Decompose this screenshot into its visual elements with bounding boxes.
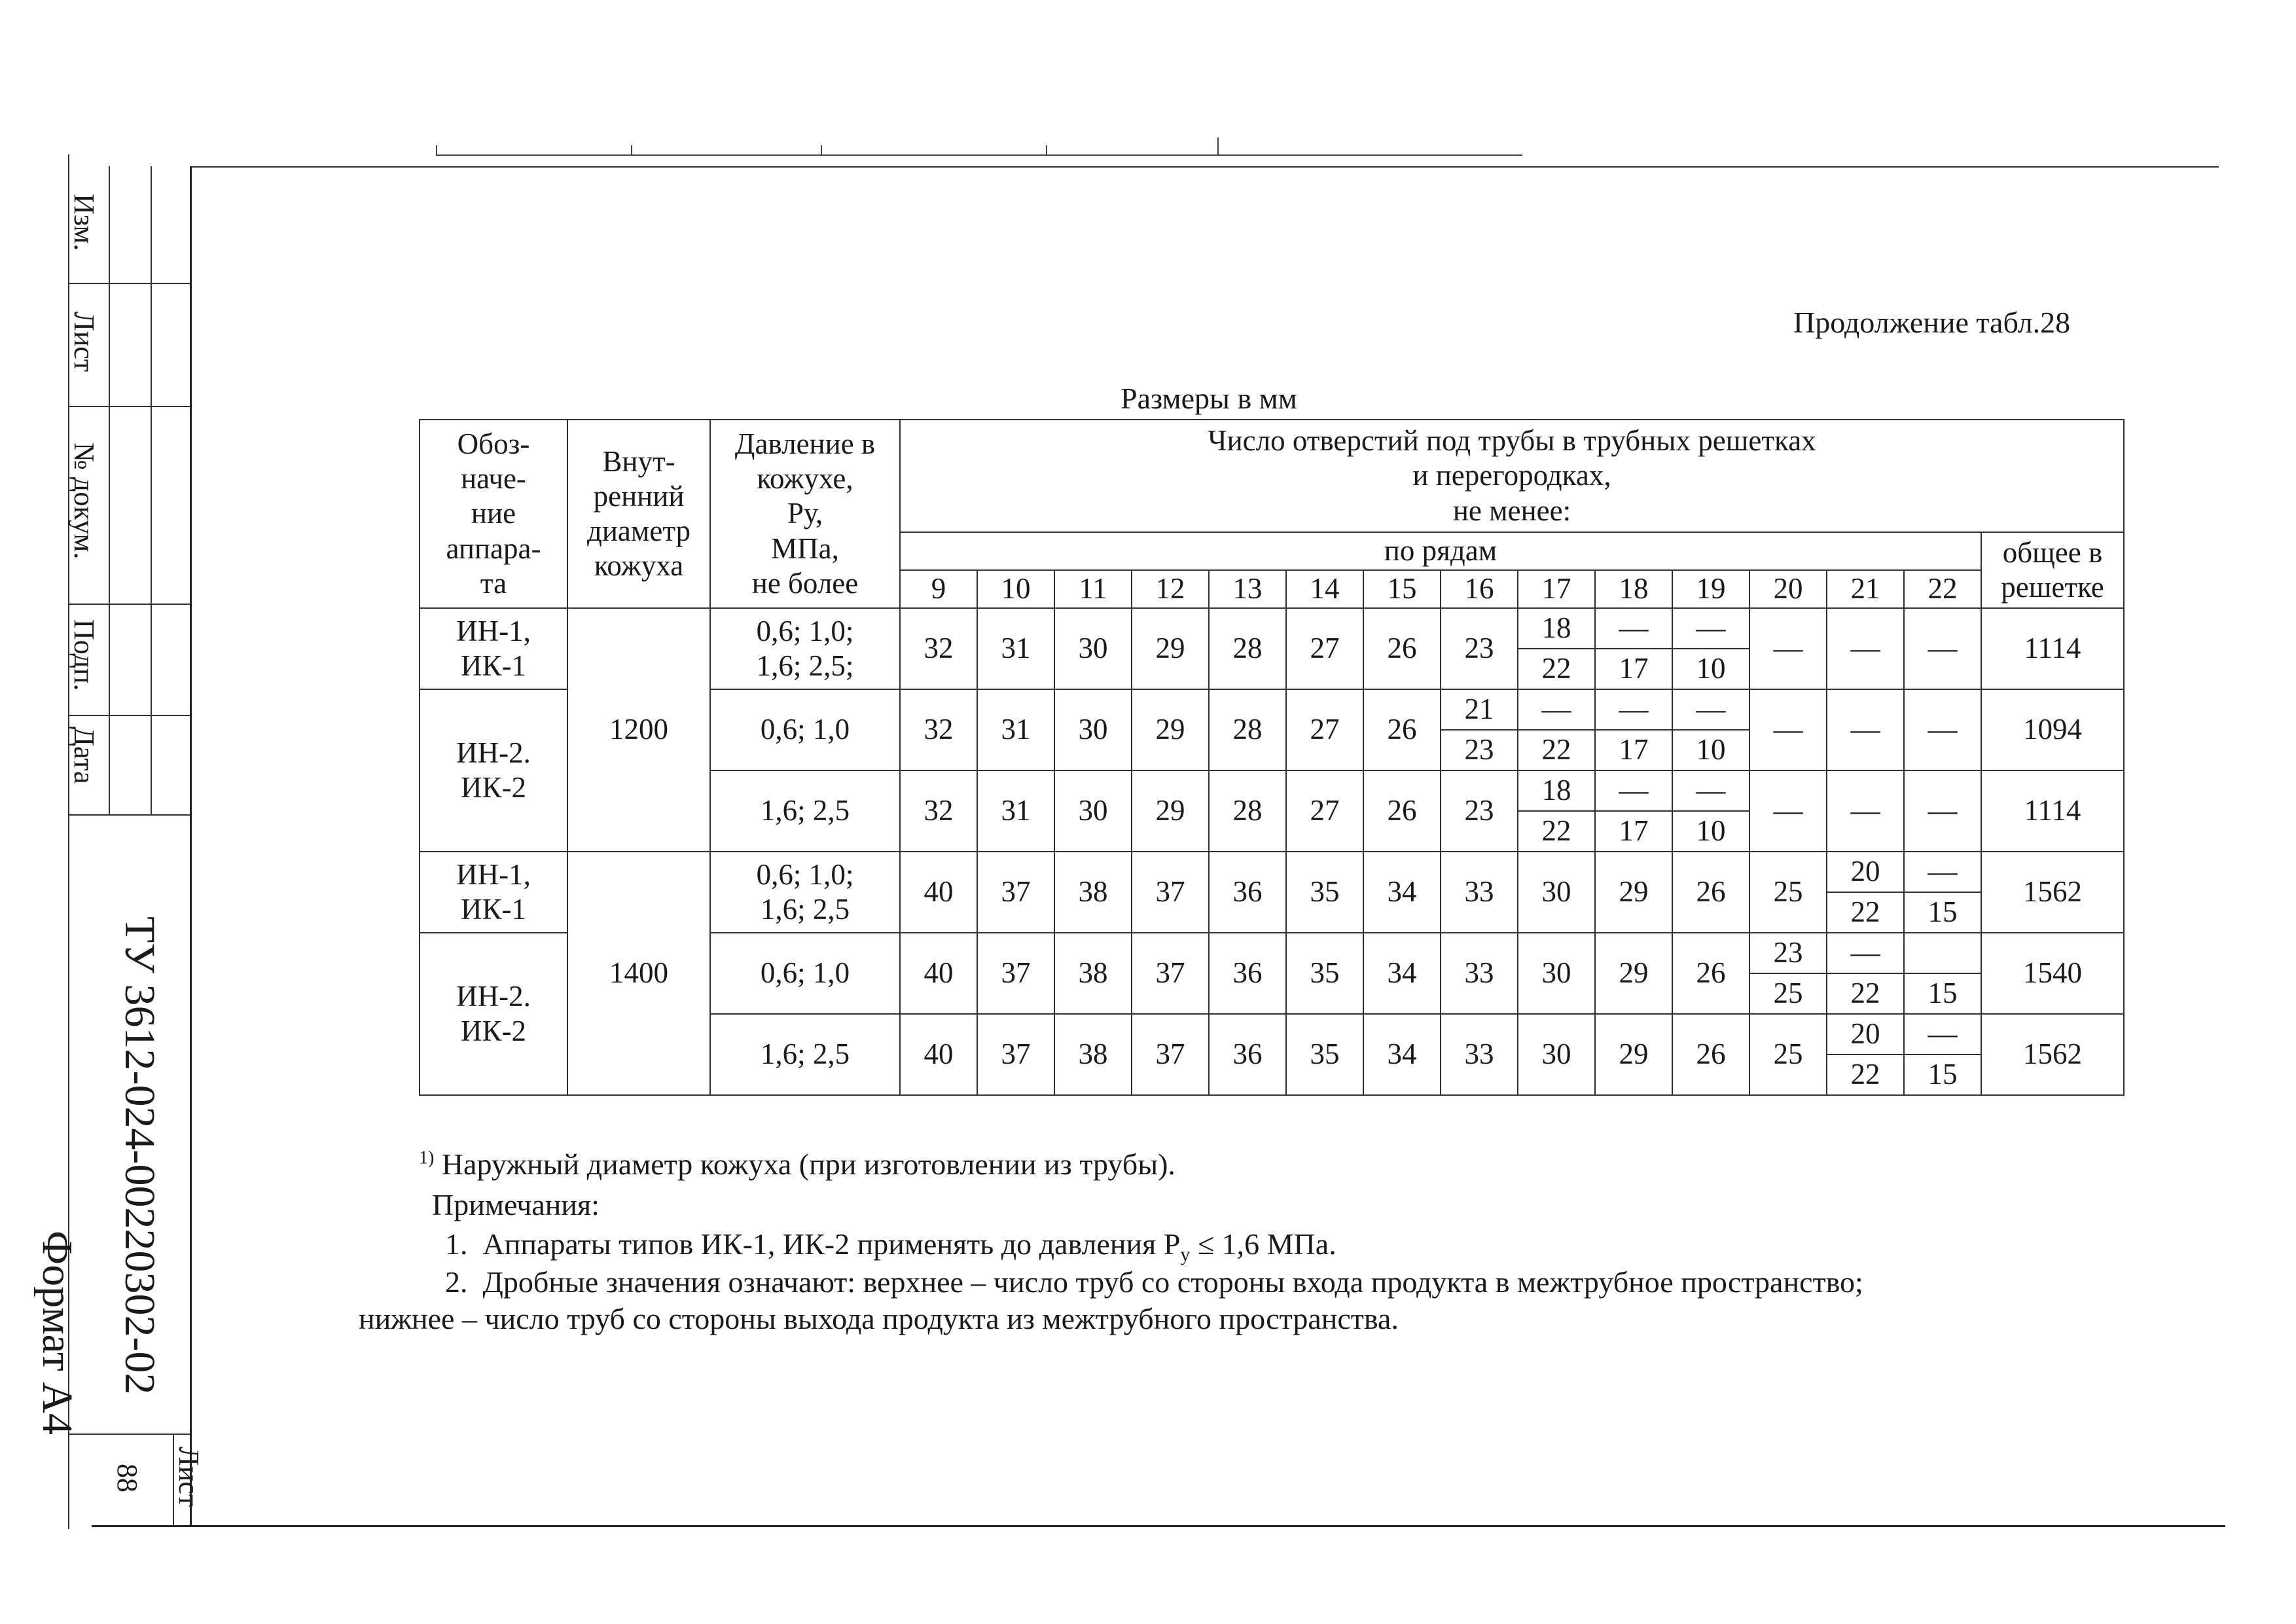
sheet-number: 88 — [111, 1464, 143, 1492]
fraction-bottom: 22 — [1518, 649, 1595, 689]
total-cell: 1114 — [1981, 770, 2124, 852]
fraction-top: — — [1827, 933, 1904, 973]
row-number: 21 — [1827, 570, 1904, 608]
row-number: 14 — [1286, 570, 1363, 608]
top-tick — [631, 145, 632, 156]
note-1-limit: ≤ 1,6 МПа. — [1197, 1227, 1336, 1261]
value-cell: 26 — [1363, 689, 1441, 770]
row-number: 18 — [1595, 570, 1672, 608]
fraction-top: — — [1904, 1014, 1981, 1055]
value-cell: 28 — [1209, 608, 1286, 689]
note-2-number: 2. — [445, 1265, 468, 1299]
value-cell: — — [1904, 770, 1981, 852]
value-cell: 34 — [1363, 933, 1441, 1014]
pressure-cell: 1,6; 2,5 — [710, 770, 900, 852]
value-cell: 27 — [1286, 770, 1363, 852]
value-cell: — — [1827, 689, 1904, 770]
fraction-top: — — [1595, 608, 1672, 649]
value-cell: 38 — [1054, 1014, 1132, 1095]
top-tick — [436, 145, 437, 156]
diameter-cell: 1200 — [567, 608, 710, 852]
stamp-podp-label: Подп. — [68, 619, 100, 691]
row-number: 9 — [900, 570, 977, 608]
top-tick — [1217, 137, 1219, 156]
sheet-label: Лист — [173, 1447, 205, 1507]
row-number: 16 — [1441, 570, 1518, 608]
fraction-top: 21 — [1441, 689, 1518, 730]
fraction-top: — — [1672, 689, 1749, 730]
continuation-title: Продолжение табл.28 — [1793, 306, 2071, 339]
table-row — [420, 852, 2124, 892]
stamp-data-label: Дата — [68, 727, 100, 784]
fraction-bottom: 15 — [1904, 892, 1981, 933]
pressure-cell: 0,6; 1,0 — [710, 933, 900, 1014]
value-cell: 30 — [1518, 1014, 1595, 1095]
top-tick — [821, 145, 822, 156]
header-pressure: Давление в кожухе, Pу, МПа, не более — [710, 420, 900, 608]
notes-title: Примечания: — [432, 1188, 600, 1221]
value-cell: 37 — [1132, 852, 1209, 933]
fraction-bottom: 17 — [1595, 811, 1672, 852]
fraction-bottom: 22 — [1827, 973, 1904, 1014]
row-number: 22 — [1904, 570, 1981, 608]
value-cell: 30 — [1518, 852, 1595, 933]
footnote-text: Наружный диаметр кожуха (при изготовлении из трубы). — [441, 1147, 1175, 1181]
value-cell: 37 — [977, 852, 1054, 933]
row-number: 20 — [1749, 570, 1827, 608]
value-cell: 30 — [1518, 933, 1595, 1014]
fraction-top: — — [1672, 608, 1749, 649]
diameter-cell: 1400 — [567, 852, 710, 1095]
value-cell: 26 — [1672, 1014, 1749, 1095]
fraction-bottom: 22 — [1827, 892, 1904, 933]
value-cell: — — [1904, 689, 1981, 770]
footnote-mark: 1) — [419, 1147, 435, 1168]
stamp-list-label: Лист — [68, 312, 100, 372]
value-cell: 31 — [977, 608, 1054, 689]
fraction-top: — — [1518, 689, 1595, 730]
value-cell: 30 — [1054, 770, 1132, 852]
value-cell: 30 — [1054, 608, 1132, 689]
total-cell: 1562 — [1981, 1014, 2124, 1095]
pressure-cell: 0,6; 1,0; 1,6; 2,5 — [710, 852, 900, 933]
document-code: ТУ 3612-024-00220302-02 — [116, 916, 164, 1395]
value-cell: 25 — [1749, 1014, 1827, 1095]
row-number: 17 — [1518, 570, 1595, 608]
stamp-dokum-label: № докум. — [68, 442, 100, 560]
fraction-bottom: 10 — [1672, 811, 1749, 852]
fraction-top: 20 — [1827, 1014, 1904, 1055]
fraction-bottom: 10 — [1672, 730, 1749, 770]
fraction-bottom: 22 — [1518, 811, 1595, 852]
pressure-cell: 1,6; 2,5 — [710, 1014, 900, 1095]
fraction-top: — — [1904, 852, 1981, 892]
value-cell: 29 — [1132, 689, 1209, 770]
footnote — [419, 1147, 1175, 1182]
fraction-bottom: 22 — [1518, 730, 1595, 770]
fraction-bottom: 10 — [1672, 649, 1749, 689]
note-2-text: Дробные значения означают: верхнее – число труб со стороны входа продукта в межтрубное пространство; — [482, 1265, 1863, 1299]
value-cell: 40 — [900, 1014, 977, 1095]
note-1-subscript: у — [1180, 1244, 1191, 1266]
value-cell: 23 — [1441, 770, 1518, 852]
designation-cell: ИН-2. ИК-2 — [420, 689, 567, 852]
value-cell: 37 — [977, 933, 1054, 1014]
value-cell: 33 — [1441, 933, 1518, 1014]
row-number: 19 — [1672, 570, 1749, 608]
designation-cell: ИН-2. ИК-2 — [420, 933, 567, 1095]
stamp-izm-label: Изм. — [68, 194, 100, 251]
format-label: Формат А4 — [33, 1231, 81, 1435]
value-cell: 29 — [1595, 1014, 1672, 1095]
top-rule — [436, 154, 1522, 156]
value-cell: 31 — [977, 770, 1054, 852]
designation-cell: ИН-1, ИК-1 — [420, 852, 567, 933]
value-cell: 27 — [1286, 608, 1363, 689]
value-cell: 26 — [1672, 933, 1749, 1014]
pressure-cell: 0,6; 1,0; 1,6; 2,5; — [710, 608, 900, 689]
value-cell: 34 — [1363, 852, 1441, 933]
total-cell: 1540 — [1981, 933, 2124, 1014]
value-cell: 26 — [1363, 608, 1441, 689]
value-cell: — — [1904, 608, 1981, 689]
value-cell: 35 — [1286, 933, 1363, 1014]
note-2 — [445, 1265, 1863, 1299]
row-number: 15 — [1363, 570, 1441, 608]
total-cell: 1562 — [1981, 852, 2124, 933]
value-cell: 28 — [1209, 770, 1286, 852]
value-cell: 23 — [1441, 608, 1518, 689]
value-cell: 36 — [1209, 852, 1286, 933]
header-total: общее в решетке — [1981, 532, 2124, 608]
fraction-top: — — [1672, 770, 1749, 811]
value-cell: 37 — [977, 1014, 1054, 1095]
note-1-text: Аппараты типов ИК-1, ИК-2 применять до давления P — [482, 1227, 1181, 1261]
value-cell: 32 — [900, 770, 977, 852]
value-cell: 25 — [1749, 852, 1827, 933]
value-cell: 30 — [1054, 689, 1132, 770]
frame-top-border — [190, 166, 2219, 168]
value-cell: 36 — [1209, 1014, 1286, 1095]
header-diameter: Внут- ренний диаметр кожуха — [567, 420, 710, 608]
fraction-top: 18 — [1518, 608, 1595, 649]
header-by-rows: по рядам — [900, 532, 1981, 570]
note-1 — [445, 1227, 1336, 1266]
value-cell: 35 — [1286, 852, 1363, 933]
value-cell: 26 — [1672, 852, 1749, 933]
value-cell: 40 — [900, 933, 977, 1014]
table-row — [420, 608, 2124, 649]
fraction-top: 23 — [1749, 933, 1827, 973]
value-cell: 40 — [900, 852, 977, 933]
designation-cell: ИН-1, ИК-1 — [420, 608, 567, 689]
sizes-caption: Размеры в мм — [1121, 382, 1297, 415]
row-number: 10 — [977, 570, 1054, 608]
total-cell: 1114 — [1981, 608, 2124, 689]
note-2-continuation: нижнее – число труб со стороны выхода продукта из межтрубного пространства. — [359, 1302, 1399, 1335]
value-cell: 29 — [1132, 608, 1209, 689]
value-cell: — — [1749, 770, 1827, 852]
value-cell: 38 — [1054, 933, 1132, 1014]
header-designation: Обоз- наче- ние аппара- та — [420, 420, 567, 608]
row-number: 13 — [1209, 570, 1286, 608]
fraction-bottom: 15 — [1904, 1055, 1981, 1095]
value-cell: 33 — [1441, 1014, 1518, 1095]
value-cell: 31 — [977, 689, 1054, 770]
top-tick — [1046, 145, 1047, 156]
fraction-bottom: 25 — [1749, 973, 1827, 1014]
value-cell: 34 — [1363, 1014, 1441, 1095]
value-cell: — — [1749, 608, 1827, 689]
fraction-top: — — [1595, 770, 1672, 811]
value-cell: 32 — [900, 689, 977, 770]
frame-bottom-border — [92, 1525, 2225, 1527]
row-number: 12 — [1132, 570, 1209, 608]
total-cell: 1094 — [1981, 689, 2124, 770]
holes-table — [419, 419, 2125, 1096]
value-cell: 27 — [1286, 689, 1363, 770]
value-cell: 37 — [1132, 933, 1209, 1014]
note-1-number: 1. — [445, 1227, 468, 1261]
value-cell: 29 — [1595, 933, 1672, 1014]
value-cell: 32 — [900, 608, 977, 689]
fraction-bottom: 22 — [1827, 1055, 1904, 1095]
pressure-cell: 0,6; 1,0 — [710, 689, 900, 770]
value-cell: 38 — [1054, 852, 1132, 933]
frame-left-border — [190, 166, 192, 1526]
value-cell: — — [1749, 689, 1827, 770]
row-number: 11 — [1054, 570, 1132, 608]
fraction-top: — — [1595, 689, 1672, 730]
fraction-top: 20 — [1827, 852, 1904, 892]
value-cell: 35 — [1286, 1014, 1363, 1095]
value-cell: 36 — [1209, 933, 1286, 1014]
fraction-bottom: 23 — [1441, 730, 1518, 770]
value-cell: 37 — [1132, 1014, 1209, 1095]
fraction-bottom: 15 — [1904, 973, 1981, 1014]
header-holes-group: Число отверстий под трубы в трубных решетках и перегородках, не менее: — [900, 420, 2124, 532]
value-cell: 29 — [1595, 852, 1672, 933]
value-cell: 29 — [1132, 770, 1209, 852]
value-cell: 28 — [1209, 689, 1286, 770]
value-cell: — — [1827, 608, 1904, 689]
value-cell: — — [1827, 770, 1904, 852]
value-cell: 26 — [1363, 770, 1441, 852]
fraction-top: 18 — [1518, 770, 1595, 811]
fraction-bottom: 17 — [1595, 649, 1672, 689]
fraction-top — [1904, 933, 1981, 973]
fraction-bottom: 17 — [1595, 730, 1672, 770]
value-cell: 33 — [1441, 852, 1518, 933]
